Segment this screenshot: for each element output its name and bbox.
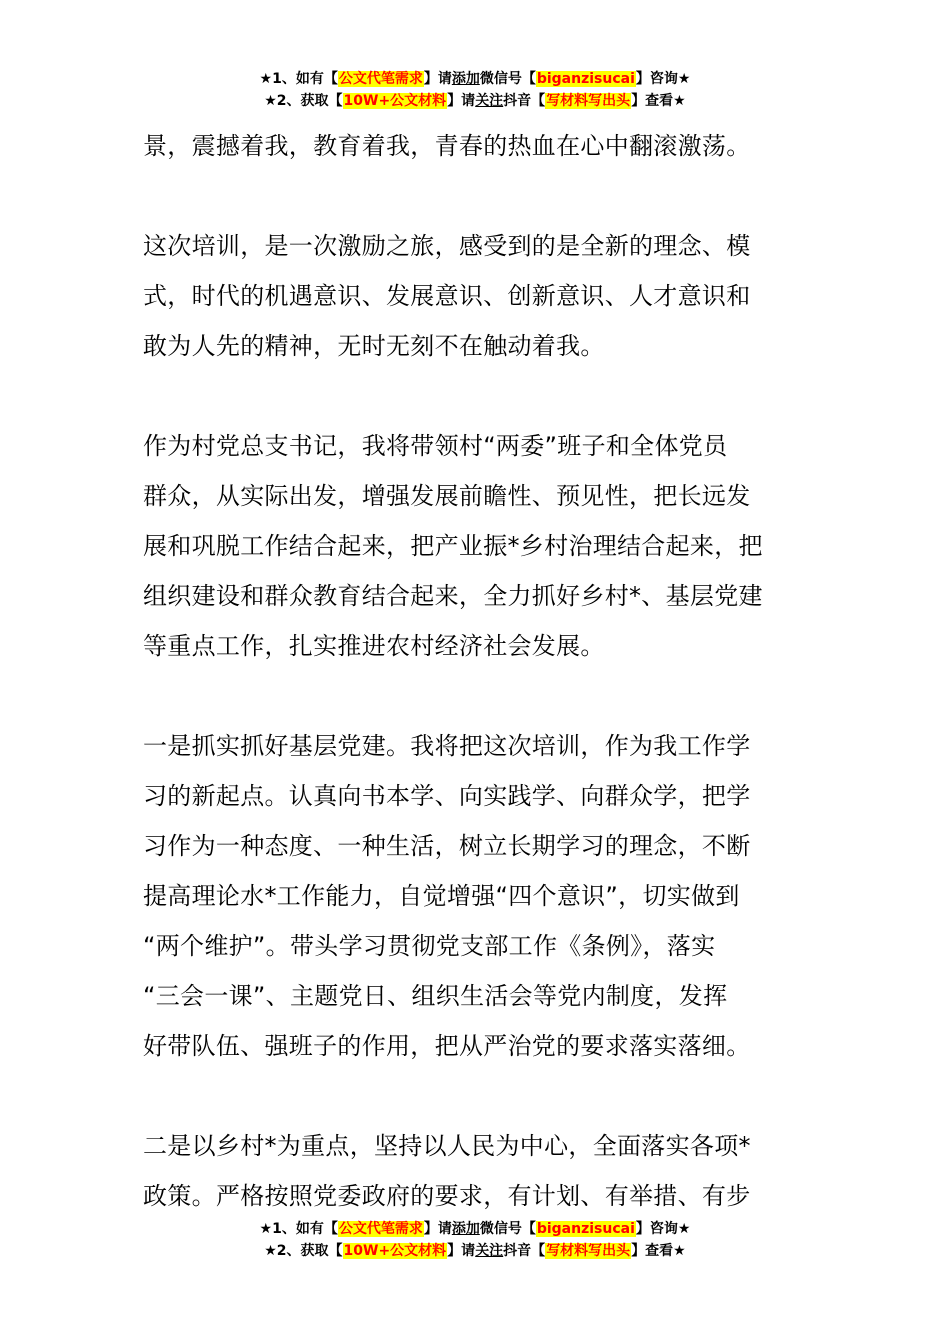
paragraph-gap [143, 671, 811, 721]
paragraph-line: 习的新起点。认真向书本学、向实践学、向群众学，把学 [143, 782, 751, 810]
banner-line-2-suffix: 】查看★ [631, 1243, 686, 1259]
banner-line-1-suffix: 】咨询★ [635, 71, 691, 87]
paragraph-line: 等重点工作，扎实推进农村经济社会发展。 [143, 632, 605, 660]
banner-line-2-mid: 】请 [447, 1243, 476, 1259]
paragraph-line: 景，震撼着我，教育着我，青春的热血在心中翻滚激荡。 [143, 132, 751, 160]
banner-line-2-prefix: ★2、获取【 [264, 93, 343, 109]
paragraph-3 [143, 421, 811, 671]
banner-line-2-douyin-id: 写材料写出头 [546, 93, 631, 109]
paragraph-5 [143, 1121, 811, 1221]
paragraph-4 [143, 721, 811, 1071]
paragraph-gap [143, 1071, 811, 1121]
paragraph-line: “两个维护”。带头学习贯彻党支部工作《条例》，落实 [143, 932, 716, 960]
paragraph-line: 式，时代的机遇意识、发展意识、创新意识、人才意识和 [143, 282, 751, 310]
banner-line-1-suffix: 】咨询★ [635, 1221, 691, 1237]
paragraph-line: 一是抓实抓好基层党建。我将把这次培训，作为我工作学 [143, 732, 751, 760]
banner-line-1-wechat-id: biganzisucai [536, 1221, 635, 1237]
banner-line-1-mid2: 微信号【 [479, 1221, 536, 1237]
banner-line-2-mid2: 抖音【 [503, 93, 546, 109]
banner-line-1-highlight: 公文代笔需求 [338, 71, 423, 87]
paragraph-line: 群众，从实际出发，增强发展前瞻性、预见性，把长远发 [143, 482, 751, 510]
banner-line-1-prefix: ★1、如有【 [259, 71, 338, 87]
banner-line-2 [0, 90, 950, 112]
banner-line-1-highlight: 公文代笔需求 [338, 1221, 423, 1237]
paragraph-gap [143, 171, 811, 221]
paragraph-line: 敢为人先的精神，无时无刻不在触动着我。 [143, 332, 605, 360]
paragraph-line: 好带队伍、强班子的作用，把从严治党的要求落实落细。 [143, 1032, 751, 1060]
banner-line-2-prefix: ★2、获取【 [264, 1243, 343, 1259]
paragraph-gap [143, 371, 811, 421]
paragraph-line: 组织建设和群众教育结合起来，全力抓好乡村*、基层党建 [143, 582, 763, 610]
banner-line-2-suffix: 】查看★ [631, 93, 686, 109]
banner-line-2-highlight: 10W+公文材料 [343, 1243, 447, 1259]
banner-line-2-underline: 关注 [475, 93, 504, 109]
banner-line-1-mid2: 微信号【 [479, 71, 536, 87]
paragraph-line: 习作为一种态度、一种生活，树立长期学习的理念，不断 [143, 832, 751, 860]
banner-line-1-wechat-id: biganzisucai [536, 71, 635, 87]
paragraph-line: 展和巩脱工作结合起来，把产业振*乡村治理结合起来，把 [143, 532, 763, 560]
paragraph-1 [143, 121, 811, 171]
paragraph-line: 提高理论水*工作能力，自觉增强“四个意识”，切实做到 [143, 882, 740, 910]
banner-line-1-mid: 】请 [423, 1221, 452, 1237]
paragraph-line: “三会一课”、主题党日、组织生活会等党内制度，发挥 [143, 982, 728, 1010]
banner-line-2-highlight: 10W+公文材料 [343, 93, 447, 109]
banner-line-1-underline: 添加 [451, 1221, 480, 1237]
header-banner [0, 68, 950, 112]
banner-line-2-underline: 关注 [475, 1243, 504, 1259]
banner-line-1-mid: 】请 [423, 71, 452, 87]
paragraph-line: 二是以乡村*为重点，坚持以人民为中心，全面落实各项* [143, 1132, 751, 1160]
paragraph-line: 这次培训，是一次激励之旅，感受到的是全新的理念、模 [143, 232, 751, 260]
banner-line-2-mid2: 抖音【 [503, 1243, 546, 1259]
footer-banner-line-1 [0, 1218, 950, 1240]
banner-line-2-douyin-id: 写材料写出头 [546, 1243, 631, 1259]
document-body [143, 121, 811, 1221]
banner-line-2-mid: 】请 [447, 93, 476, 109]
banner-line-1-underline: 添加 [451, 71, 480, 87]
paragraph-2 [143, 221, 811, 371]
paragraph-line: 政策。严格按照党委政府的要求，有计划、有举措、有步 [143, 1182, 751, 1210]
footer-banner-line-2 [0, 1240, 950, 1262]
paragraph-line: 作为村党总支书记，我将带领村“两委”班子和全体党员 [143, 432, 728, 460]
footer-banner [0, 1218, 950, 1262]
banner-line-1-prefix: ★1、如有【 [259, 1221, 338, 1237]
banner-line-1 [0, 68, 950, 90]
